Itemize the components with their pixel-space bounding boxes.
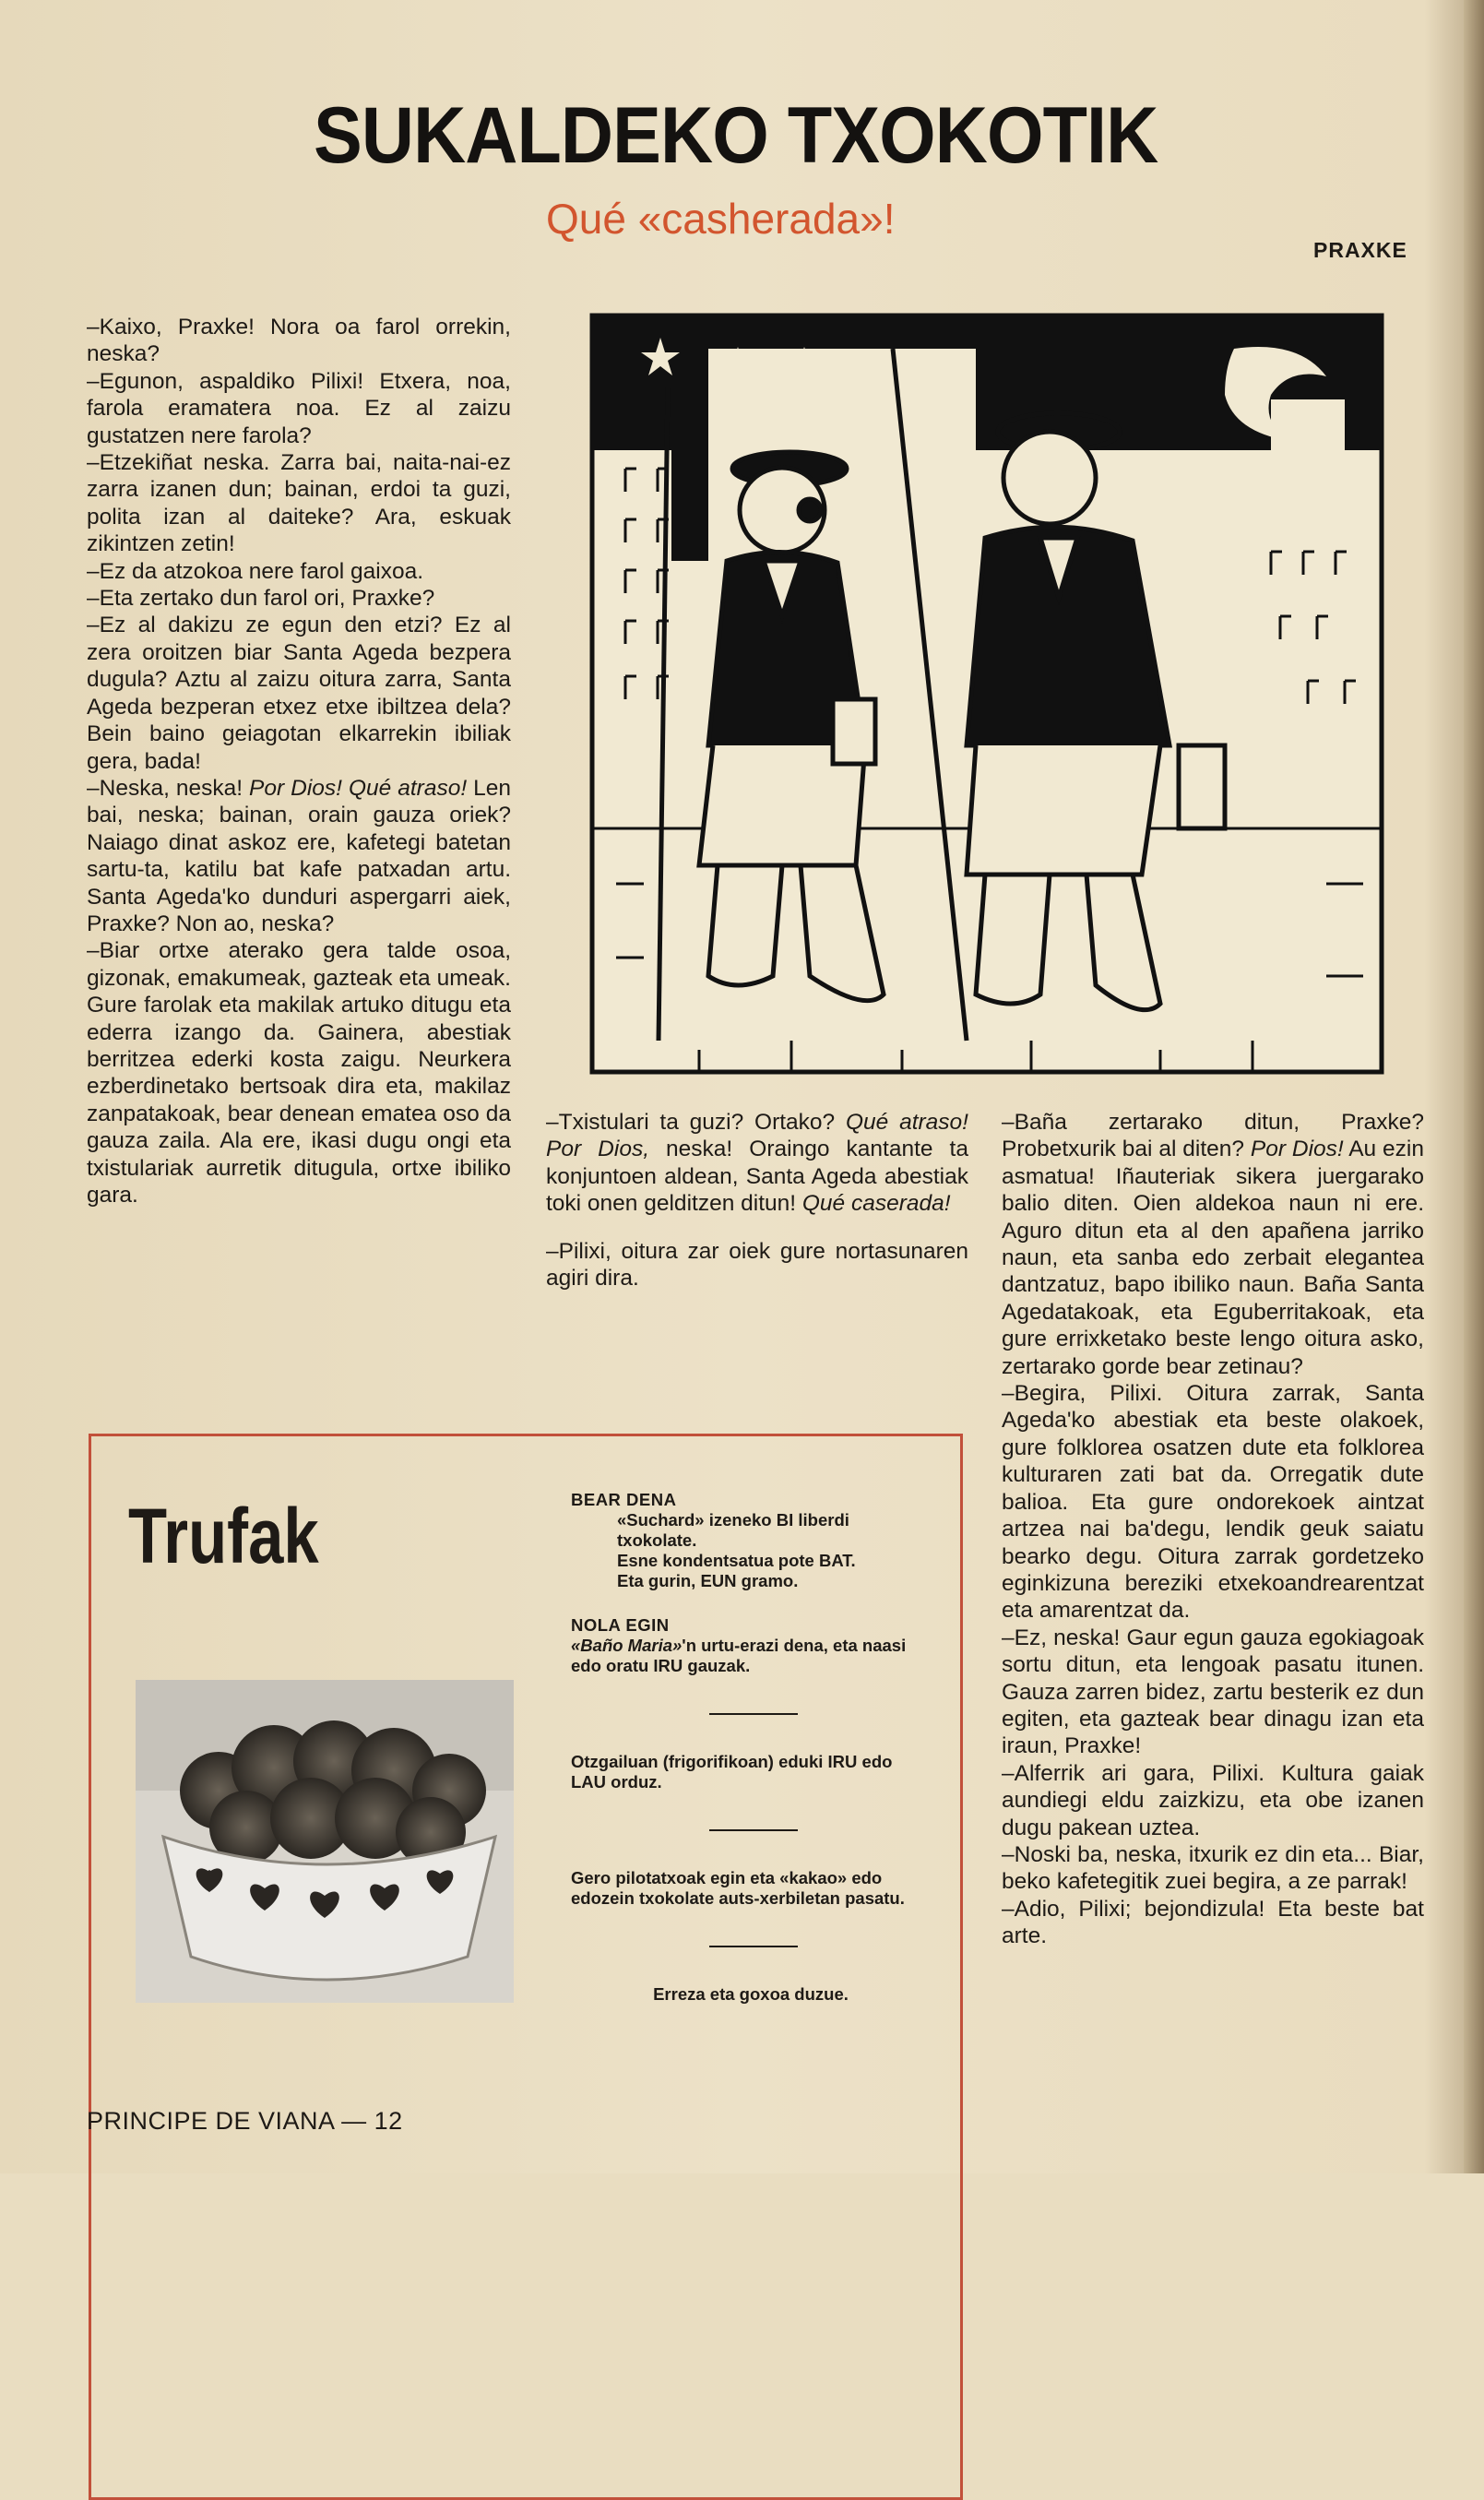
paragraph [1002,1109,1424,1380]
recipe-title: Trufak [128,1493,319,1579]
text-run: –Baña zertarako ditun, Praxke? Probetxurik bai al diten? [1002,1110,1424,1162]
recipe-instructions [571,1490,931,2005]
text-run: 'n urtu-erazi dena, eta naasi edo oratu IRU gauzak. [571,1636,907,1675]
paragraph [87,775,511,937]
italic-run: Qué caserada! [801,1191,951,1217]
italic-run: Por Dios! [1250,1137,1344,1162]
paragraph: –Ez da atzokoa nere farol gaixoa. [87,558,424,584]
method-step: Gero pilotatxoak egin eta «kakao» edo edozein txokolate auts-xerbiletan pasatu. [571,1868,905,1908]
text-run: –Txistulari ta guzi? Ortako? [546,1110,846,1135]
paragraph: –Ez al dakizu ze egun den etzi? Ez al zera oroitzen biar Santa Ageda bezpera dugula? Aztu al zaizu oitura zarra, Santa Ageda bezperan etxez etxe ibiltzea dela? Bein baino geiagotan elkarrekin ibiliak gera, bada! [87,613,511,774]
text-run: Len bai, neska; bainan, orain gauza oriek? Naiago dinat askoz ere, kafetegi batetan sartu-ta, katilu bat kafe patxadan artu. Santa Ageda'ko dunduri aspergarri aiek, Praxke? Non ao, neska? [87,775,511,936]
method-step [571,1636,931,1676]
ingredient-item: «Suchard» izeneko BI liberdi txokolate. [617,1510,849,1550]
divider [709,1713,798,1715]
divider [709,1946,798,1947]
page-binding-edge [1464,0,1484,2173]
text-column-1 [87,314,511,1208]
text-column-2 [546,1109,968,1292]
illustration-two-carolers [588,312,1385,1077]
divider [709,1829,798,1831]
text-column-3 [1002,1109,1424,1950]
page-footer: PRINCIPE DE VIANA — 12 [87,2107,403,2135]
paragraph: –Biar ortxe aterako gera talde osoa, gizonak, emakumeak, gazteak eta umeak. Gure farolak eta makilak artuko ditugu eta ederra izango da. Gainera, abestiak berritzea ederki kosta zaigu. Neurkera ezberdinetako bertsoak dira eta, makilaz zanpatakoak, bear denean ematea oso da gauza zaila. Ala ere, ikasi dugu ongi eta txistulariak aurretik ditugula, ortxe ibiliko gara. [87,938,511,1208]
text-run: neska! Oraingo kantante ta konjuntoen aldean, Santa Ageda abestiak toki onen gelditzen ditun! [546,1137,968,1217]
truffle-bowl-photo [136,1680,514,2003]
recipe-box [89,1434,963,2500]
paragraph: –Ez, neska! Gaur egun gauza egokiagoak sortu ditun, eta lengoak pasatu itunen. Gauza zarren bidez, zartu besterik ez dun egiten, eta gazteak bear dinagu izan eta iraun, Praxke! [1002,1625,1424,1759]
author-name: PRAXKE [1313,238,1407,262]
ingredients-heading: BEAR DENA [571,1490,677,1509]
paragraph: –Etzekiñat neska. Zarra bai, naita-nai-ez zarra izanen dun; bainan, erdoi ta guzi, polita izan al daiteke? Ara, eskuak zikintzen zetin! [87,450,511,557]
method-heading: NOLA EGIN [571,1615,670,1635]
recipe-closing: Erreza eta goxoa duzue. [653,1984,849,2004]
text-run: Au ezin asmatua! Iñauteriak sikera juergarako balio diten. Oien aldekoa naun ni ere. Aguro ditun eta al den apañena jarriko naun, eta sanba edo zerbait elegantea dantzatuz, bapo ibiliko naun. Baña Santa Agedatakoak, eta Eguberritakoak, eta gure errixketako beste lengo oitura asko, zertarako gorde bear zetinau? [1002,1137,1424,1379]
paragraph: –Kaixo, Praxke! Nora oa farol orrekin, neska? [87,315,511,367]
method-step: Otzgailuan (frigorifikoan) eduki IRU edo LAU orduz. [571,1752,893,1792]
italic-run: Qué atraso! Por Dios, [546,1110,968,1162]
ingredient-item: Eta gurin, EUN gramo. [617,1571,799,1590]
paragraph: –Egunon, aspaldiko Pilixi! Etxera, noa, farola eramatera noa. Ez al zaizu gustatzen nere farola? [87,368,511,448]
article-subtitle: Qué «casherada»! [546,195,896,243]
italic-run: «Baño Maria» [571,1636,683,1655]
paragraph: –Noski ba, neska, itxurik ez din eta... Biar, beko kafetegitik zuei begira, a ze parrak! [1002,1841,1424,1895]
paragraph [546,1109,968,1218]
text-run: –Neska, neska! [87,775,250,801]
page-title: SUKALDEKO TXOKOTIK [314,91,1158,180]
paragraph: –Begira, Pilixi. Oitura zarrak, Santa Ageda'ko abestiak eta beste olakoek, gure folklorea osatzen dute eta folklorea kulturaren zati bat da. Orregatik dute balioa. Eta gure ondorekoek aintzat artzea nai ba'degu, lendik geuk saiatu bearko degu. Oitura zarrak gordetzeko eginkizuna bereziki etxekoandrearentzat eta amarentzat da. [1002,1381,1424,1624]
paragraph: –Alferrik ari gara, Pilixi. Kultura gaiak aundiegi eldu zaizkizu, eta obe izanen dugu pakean uztea. [1002,1760,1424,1840]
paragraph: –Adio, Pilixi; bejondizula! Eta beste bat arte. [1002,1896,1424,1949]
paragraph: –Eta zertako dun farol ori, Praxke? [87,586,435,612]
paragraph: –Pilixi, oitura zar oiek gure nortasunaren agiri dira. [546,1238,968,1292]
ingredient-item: Esne kondentsatua pote BAT. [617,1551,856,1570]
italic-run: Por Dios! Qué atraso! [249,775,468,801]
